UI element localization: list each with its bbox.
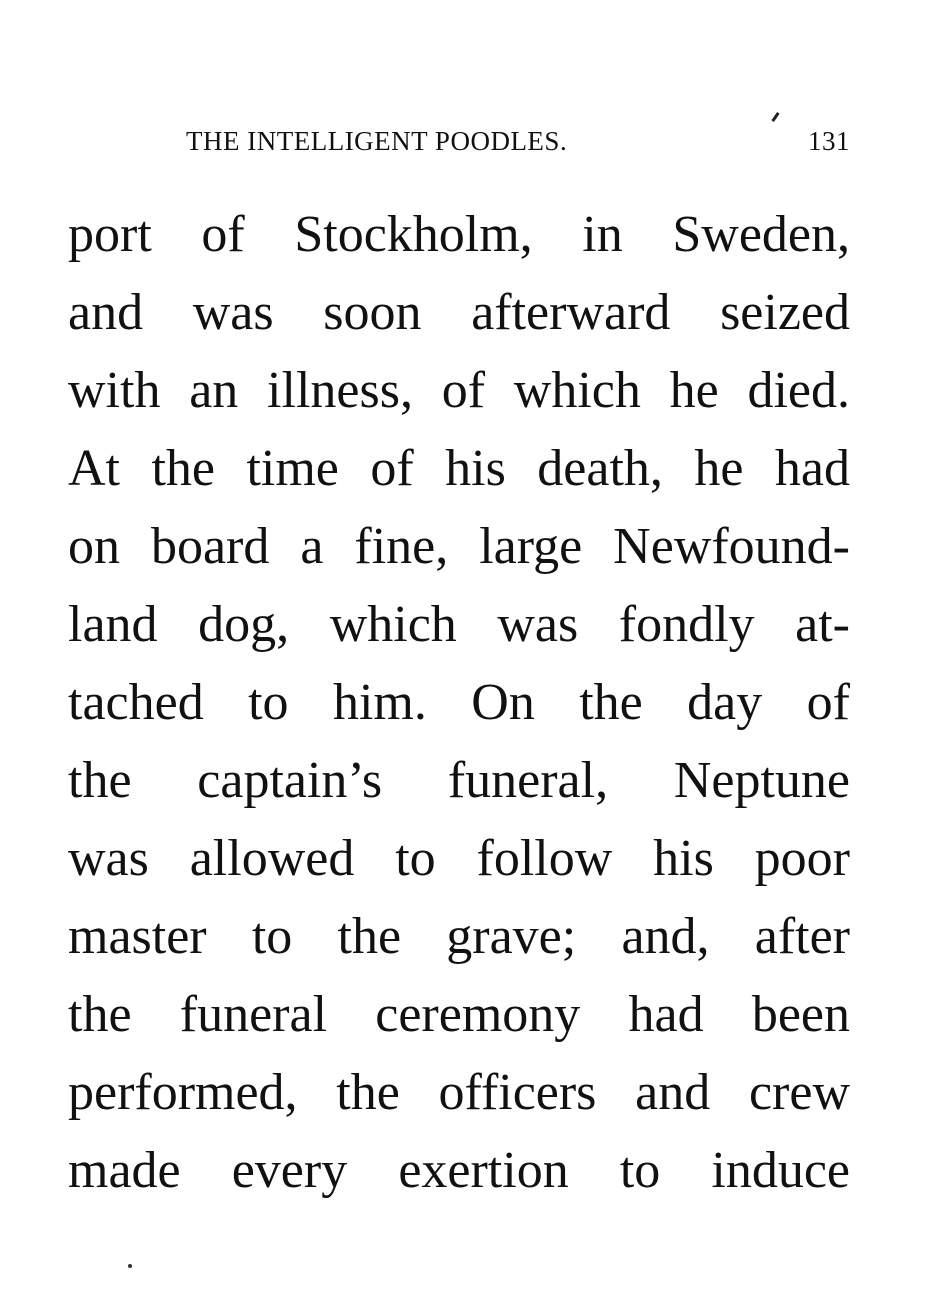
text-line: was allowed to follow his poor bbox=[68, 830, 850, 887]
text-line: on board a fine, large Newfound- bbox=[68, 518, 850, 575]
body-text bbox=[68, 196, 850, 1210]
text-line: the funeral ceremony had been bbox=[68, 986, 850, 1043]
running-title: THE INTELLIGENT POODLES. bbox=[186, 126, 568, 156]
text-line: port of Stockholm, in Sweden, bbox=[68, 206, 850, 263]
printer-mark bbox=[771, 112, 779, 122]
page-number: 131 bbox=[808, 126, 850, 156]
print-speck bbox=[128, 1264, 132, 1268]
text-line: master to the grave; and, after bbox=[68, 908, 850, 965]
text-line: and was soon afterward seized bbox=[68, 284, 850, 341]
text-line: At the time of his death, he had bbox=[68, 440, 850, 497]
running-head bbox=[186, 126, 850, 166]
text-line: performed, the officers and crew bbox=[68, 1064, 850, 1121]
text-line: made every exertion to induce bbox=[68, 1142, 850, 1199]
text-line: land dog, which was fondly at- bbox=[68, 596, 850, 653]
text-line: tached to him. On the day of bbox=[68, 674, 850, 731]
text-line: with an illness, of which he died. bbox=[68, 362, 850, 419]
text-line: the captain’s funeral, Neptune bbox=[68, 752, 850, 809]
